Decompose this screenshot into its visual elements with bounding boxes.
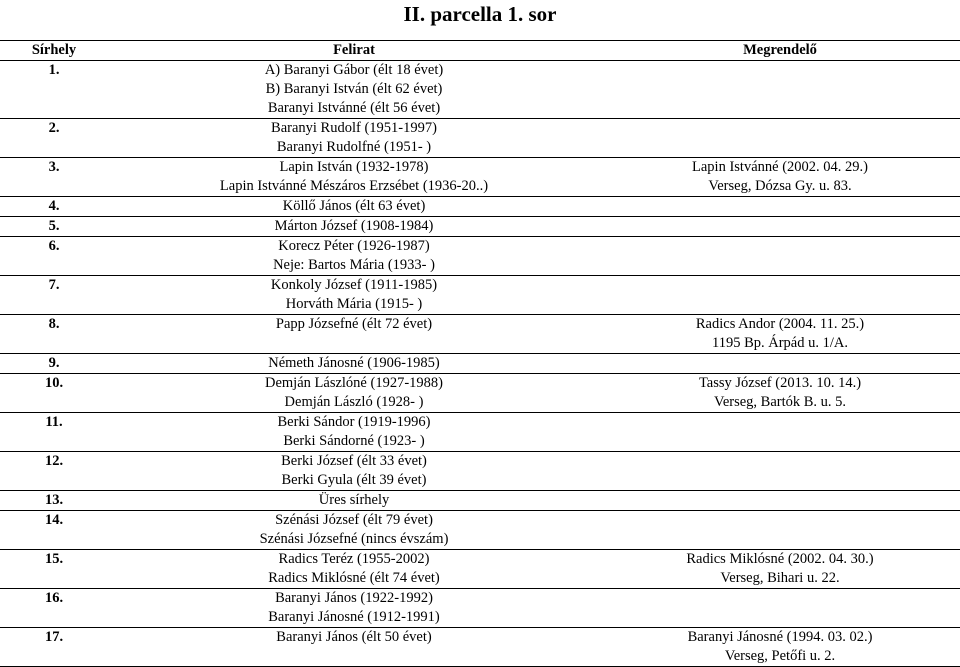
inscription-text: Baranyi János (élt 50 évet) [276,629,432,645]
plot-number [0,177,108,196]
orderer-text [600,197,960,216]
row-line [0,119,960,138]
inscription-text: Konkoly József (1911-1985) [270,277,438,293]
inscription-text: Berki József (élt 33 évet) [281,453,427,469]
row-line [0,158,960,177]
inscription-text: Lapin István (1932-1978) [279,159,429,175]
inscription-text: Üres sírhely [318,492,390,508]
plot-number: 7. [48,277,60,293]
table-row [0,511,960,549]
row-line [0,138,960,157]
row-line [0,471,960,490]
orderer-text [600,471,960,490]
orderer-text [600,237,960,256]
inscription-text: Németh Jánosné (1906-1985) [268,355,440,371]
plot-number [0,471,108,490]
inscription-text: Horváth Mária (1915- ) [285,296,423,312]
plot-number: 5. [48,218,60,234]
row-line [0,237,960,256]
row-line [0,530,960,549]
plot-number: 13. [44,492,64,508]
row-line [0,608,960,627]
orderer-text [600,80,960,99]
orderer-text [600,491,960,510]
plot-number: 3. [48,159,60,175]
plot-number: 12. [44,453,64,469]
page-title: II. parcella 1. sor [403,2,557,26]
plot-number [0,138,108,157]
orderer-text [600,608,960,627]
orderer-text [600,413,960,432]
plot-number [0,99,108,118]
header-inscription: Felirat [333,42,375,58]
row-line [0,197,960,216]
inscription-text: Baranyi Rudolf (1951-1997) [271,120,437,136]
plot-number [0,80,108,99]
table-row [0,374,960,412]
row-line [0,61,960,80]
inscription-text: Neje: Bartos Mária (1933- ) [273,257,435,273]
plot-number [0,647,108,666]
plot-number: 17. [44,629,64,645]
inscription-text: Berki Gyula (élt 39 évet) [281,472,427,488]
orderer-text: 1195 Bp. Árpád u. 1/A. [712,335,848,351]
orderer-text: Radics Miklósné (2002. 04. 30.) [686,551,874,567]
inscription-text: Márton József (1908-1984) [274,218,434,234]
row-line [0,334,960,353]
row-line [0,374,960,393]
orderer-text [600,511,960,530]
plot-number [0,393,108,412]
header-orderer: Megrendelő [743,42,817,58]
orderer-text: Verseg, Petőfi u. 2. [724,648,836,664]
orderer-text [600,119,960,138]
inscription-text: Baranyi János (1922-1992) [275,590,433,606]
inscription-text: Demján László (1928- ) [284,394,424,410]
table-row [0,217,960,236]
table-row [0,276,960,314]
table-row [0,158,960,196]
inscription-text: Papp Józsefné (élt 72 évet) [275,316,433,332]
inscription-text: Szénási József (élt 79 évet) [275,512,433,528]
plot-number: 16. [44,590,64,606]
row-line [0,511,960,530]
row-line [0,393,960,412]
orderer-text: Verseg, Bartók B. u. 5. [713,394,847,410]
plot-number: 1. [48,62,60,78]
table-row [0,61,960,118]
row-line [0,315,960,334]
table-row [0,354,960,373]
orderer-text [600,589,960,608]
row-line [0,491,960,510]
inscription-text: Radics Teréz (1955-2002) [278,551,430,567]
table-row [0,413,960,451]
inscription-text: Berki Sándorné (1923- ) [283,433,425,449]
plot-number [0,608,108,627]
plot-number: 8. [48,316,60,332]
table-row [0,550,960,588]
orderer-text [600,99,960,118]
inscription-text: Baranyi Rudolfné (1951- ) [276,139,432,155]
plot-number [0,432,108,451]
row-line [0,217,960,236]
table-row [0,237,960,275]
row-line [0,452,960,471]
plot-number: 2. [48,120,60,136]
inscription-text: A) Baranyi Gábor (élt 18 évet) [264,62,444,78]
plot-number [0,334,108,353]
plot-number [0,295,108,314]
table-row [0,589,960,627]
row-line [0,177,960,196]
plot-number: 10. [44,375,64,391]
inscription-text: Köllő János (élt 63 évet) [282,198,426,214]
orderer-text [600,61,960,80]
inscription-text [108,647,600,666]
inscription-text: Korecz Péter (1926-1987) [278,238,430,254]
orderer-text [600,432,960,451]
row-line [0,99,960,118]
inscription-text: B) Baranyi István (élt 62 évet) [265,81,443,97]
inscription-text: Baranyi Istvánné (élt 56 évet) [267,100,441,116]
inscription-text: Lapin Istvánné Mészáros Erzsébet (1936-20..) [219,178,489,194]
row-line [0,295,960,314]
orderer-text [600,530,960,549]
row-line [0,569,960,588]
row-line [0,589,960,608]
table-header-row [0,41,960,60]
inscription-text: Radics Miklósné (élt 74 évet) [268,570,440,586]
plot-number: 6. [48,238,60,254]
orderer-text [600,354,960,373]
row-line [0,550,960,569]
plot-number: 11. [45,414,63,430]
plot-number [0,530,108,549]
orderer-text [600,276,960,295]
inscription-text: Berki Sándor (1919-1996) [277,414,431,430]
row-line [0,276,960,295]
orderer-text: Radics Andor (2004. 11. 25.) [695,316,865,332]
plot-number [0,256,108,275]
plot-number: 14. [44,512,64,528]
row-line [0,80,960,99]
table-row [0,628,960,666]
table-row [0,452,960,490]
orderer-text: Lapin Istvánné (2002. 04. 29.) [692,159,868,175]
inscription-text: Demján Lászlóné (1927-1988) [265,375,443,391]
row-line [0,354,960,373]
row-line [0,413,960,432]
orderer-text [600,256,960,275]
orderer-text [600,452,960,471]
plot-number: 9. [48,355,60,371]
row-line [0,256,960,275]
inscription-text: Baranyi Jánosné (1912-1991) [268,609,440,625]
table-row [0,315,960,353]
plot-number [0,569,108,588]
table-row [0,491,960,510]
orderer-text [600,295,960,314]
orderer-text [600,217,960,236]
orderer-text: Baranyi Jánosné (1994. 03. 02.) [687,629,873,645]
orderer-text: Tassy József (2013. 10. 14.) [698,375,862,391]
orderer-text: Verseg, Bihari u. 22. [720,570,840,586]
orderer-text: Verseg, Dózsa Gy. u. 83. [708,178,852,194]
table-row [0,119,960,157]
row-line [0,628,960,647]
inscription-text [108,334,600,353]
orderer-text [600,138,960,157]
table-row [0,197,960,216]
header-plot: Sírhely [31,42,77,58]
inscription-text: Szénási Józsefné (nincs évszám) [259,531,449,547]
row-line [0,432,960,451]
plot-number: 15. [44,551,64,567]
plot-number: 4. [48,198,60,214]
row-line [0,647,960,666]
